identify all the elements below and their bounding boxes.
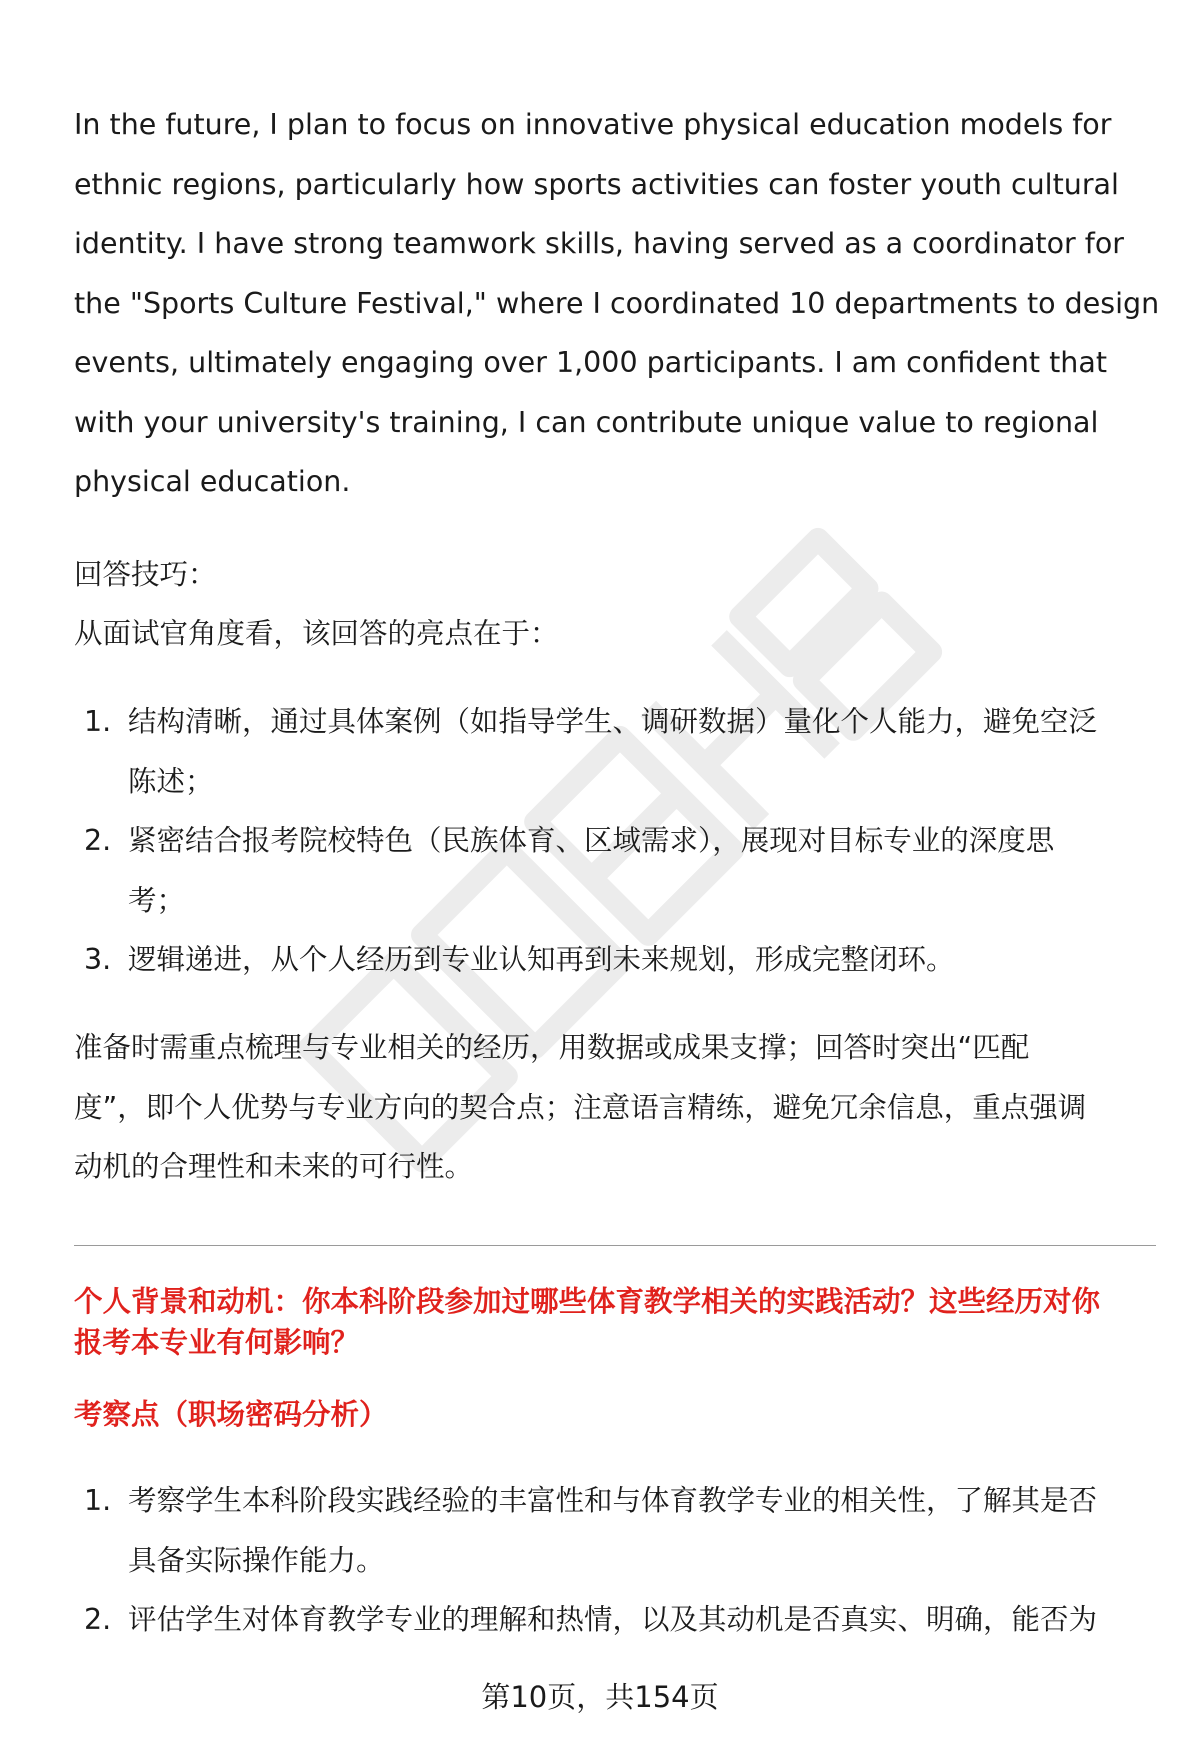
prep-line: 动机的合理性和未来的可行性。 — [74, 1150, 474, 1183]
prep-paragraph — [74, 1018, 1154, 1197]
list-item — [74, 1590, 1156, 1650]
section-divider — [74, 1245, 1156, 1246]
english-line: In the future, I plan to focus on innovative physical education models for — [74, 108, 1112, 141]
question-line: 个人背景和动机：你本科阶段参加过哪些体育教学相关的实践活动？这些经历对你 — [74, 1285, 1101, 1318]
list-number: 1. — [84, 1484, 112, 1517]
english-line: events, ultimately engaging over 1,000 participants. I am confident that — [74, 346, 1108, 379]
list-line: 考； — [128, 883, 186, 917]
question-line: 报考本专业有何影响？ — [74, 1326, 360, 1359]
list-item — [74, 930, 1156, 990]
list-line: 结构清晰，通过具体案例（如指导学生、调研数据）量化个人能力，避免空泛 — [128, 705, 1098, 738]
tips-title: 回答技巧： — [74, 558, 217, 591]
english-line: ethnic regions, particularly how sports activities can foster youth cultural — [74, 167, 1119, 201]
english-line: identity. I have strong teamwork skills, having served as a coordinator for — [74, 227, 1124, 260]
list-line: 逻辑递进，从个人经历到专业认知再到未来规划，形成完整闭环。 — [128, 943, 955, 976]
english-paragraph — [74, 95, 1164, 512]
english-line: physical education. — [74, 465, 351, 498]
list-number: 3. — [84, 943, 112, 976]
prep-line: 准备时需重点梳理与专业相关的经历，用数据或成果支撑；回答时突出“匹配 — [74, 1031, 1030, 1064]
list-number: 2. — [84, 824, 112, 857]
list-item — [74, 1471, 1156, 1590]
exam-points-list — [74, 1471, 1156, 1650]
list-item — [74, 811, 1156, 930]
tips-lead: 从面试官角度看，该回答的亮点在于： — [74, 617, 559, 650]
list-line: 考察学生本科阶段实践经验的丰富性和与体育教学专业的相关性，了解其是否 — [128, 1484, 1098, 1517]
list-line: 评估学生对体育教学专业的理解和热情，以及其动机是否真实、明确，能否为 — [128, 1603, 1098, 1636]
list-number: 2. — [84, 1603, 112, 1636]
page-footer: 第10页，共154页 — [481, 1680, 719, 1714]
list-number: 1. — [84, 705, 112, 738]
question-title — [74, 1281, 1156, 1363]
list-line: 具备实际操作能力。 — [128, 1543, 385, 1577]
english-line: the "Sports Culture Festival," where I coordinated 10 departments to design — [74, 286, 1160, 320]
list-item — [74, 692, 1156, 811]
tips-list — [74, 692, 1156, 990]
list-line: 陈述； — [128, 764, 214, 798]
prep-line: 度”，即个人优势与专业方向的契合点；注意语言精练，避免冗余信息，重点强调 — [74, 1090, 1087, 1124]
section-heading: 考察点（职场密码分析） — [74, 1398, 388, 1431]
english-line: with your university's training, I can contribute unique value to regional — [74, 405, 1099, 439]
list-line: 紧密结合报考院校特色（民族体育、区域需求），展现对目标专业的深度思 — [128, 824, 1055, 857]
